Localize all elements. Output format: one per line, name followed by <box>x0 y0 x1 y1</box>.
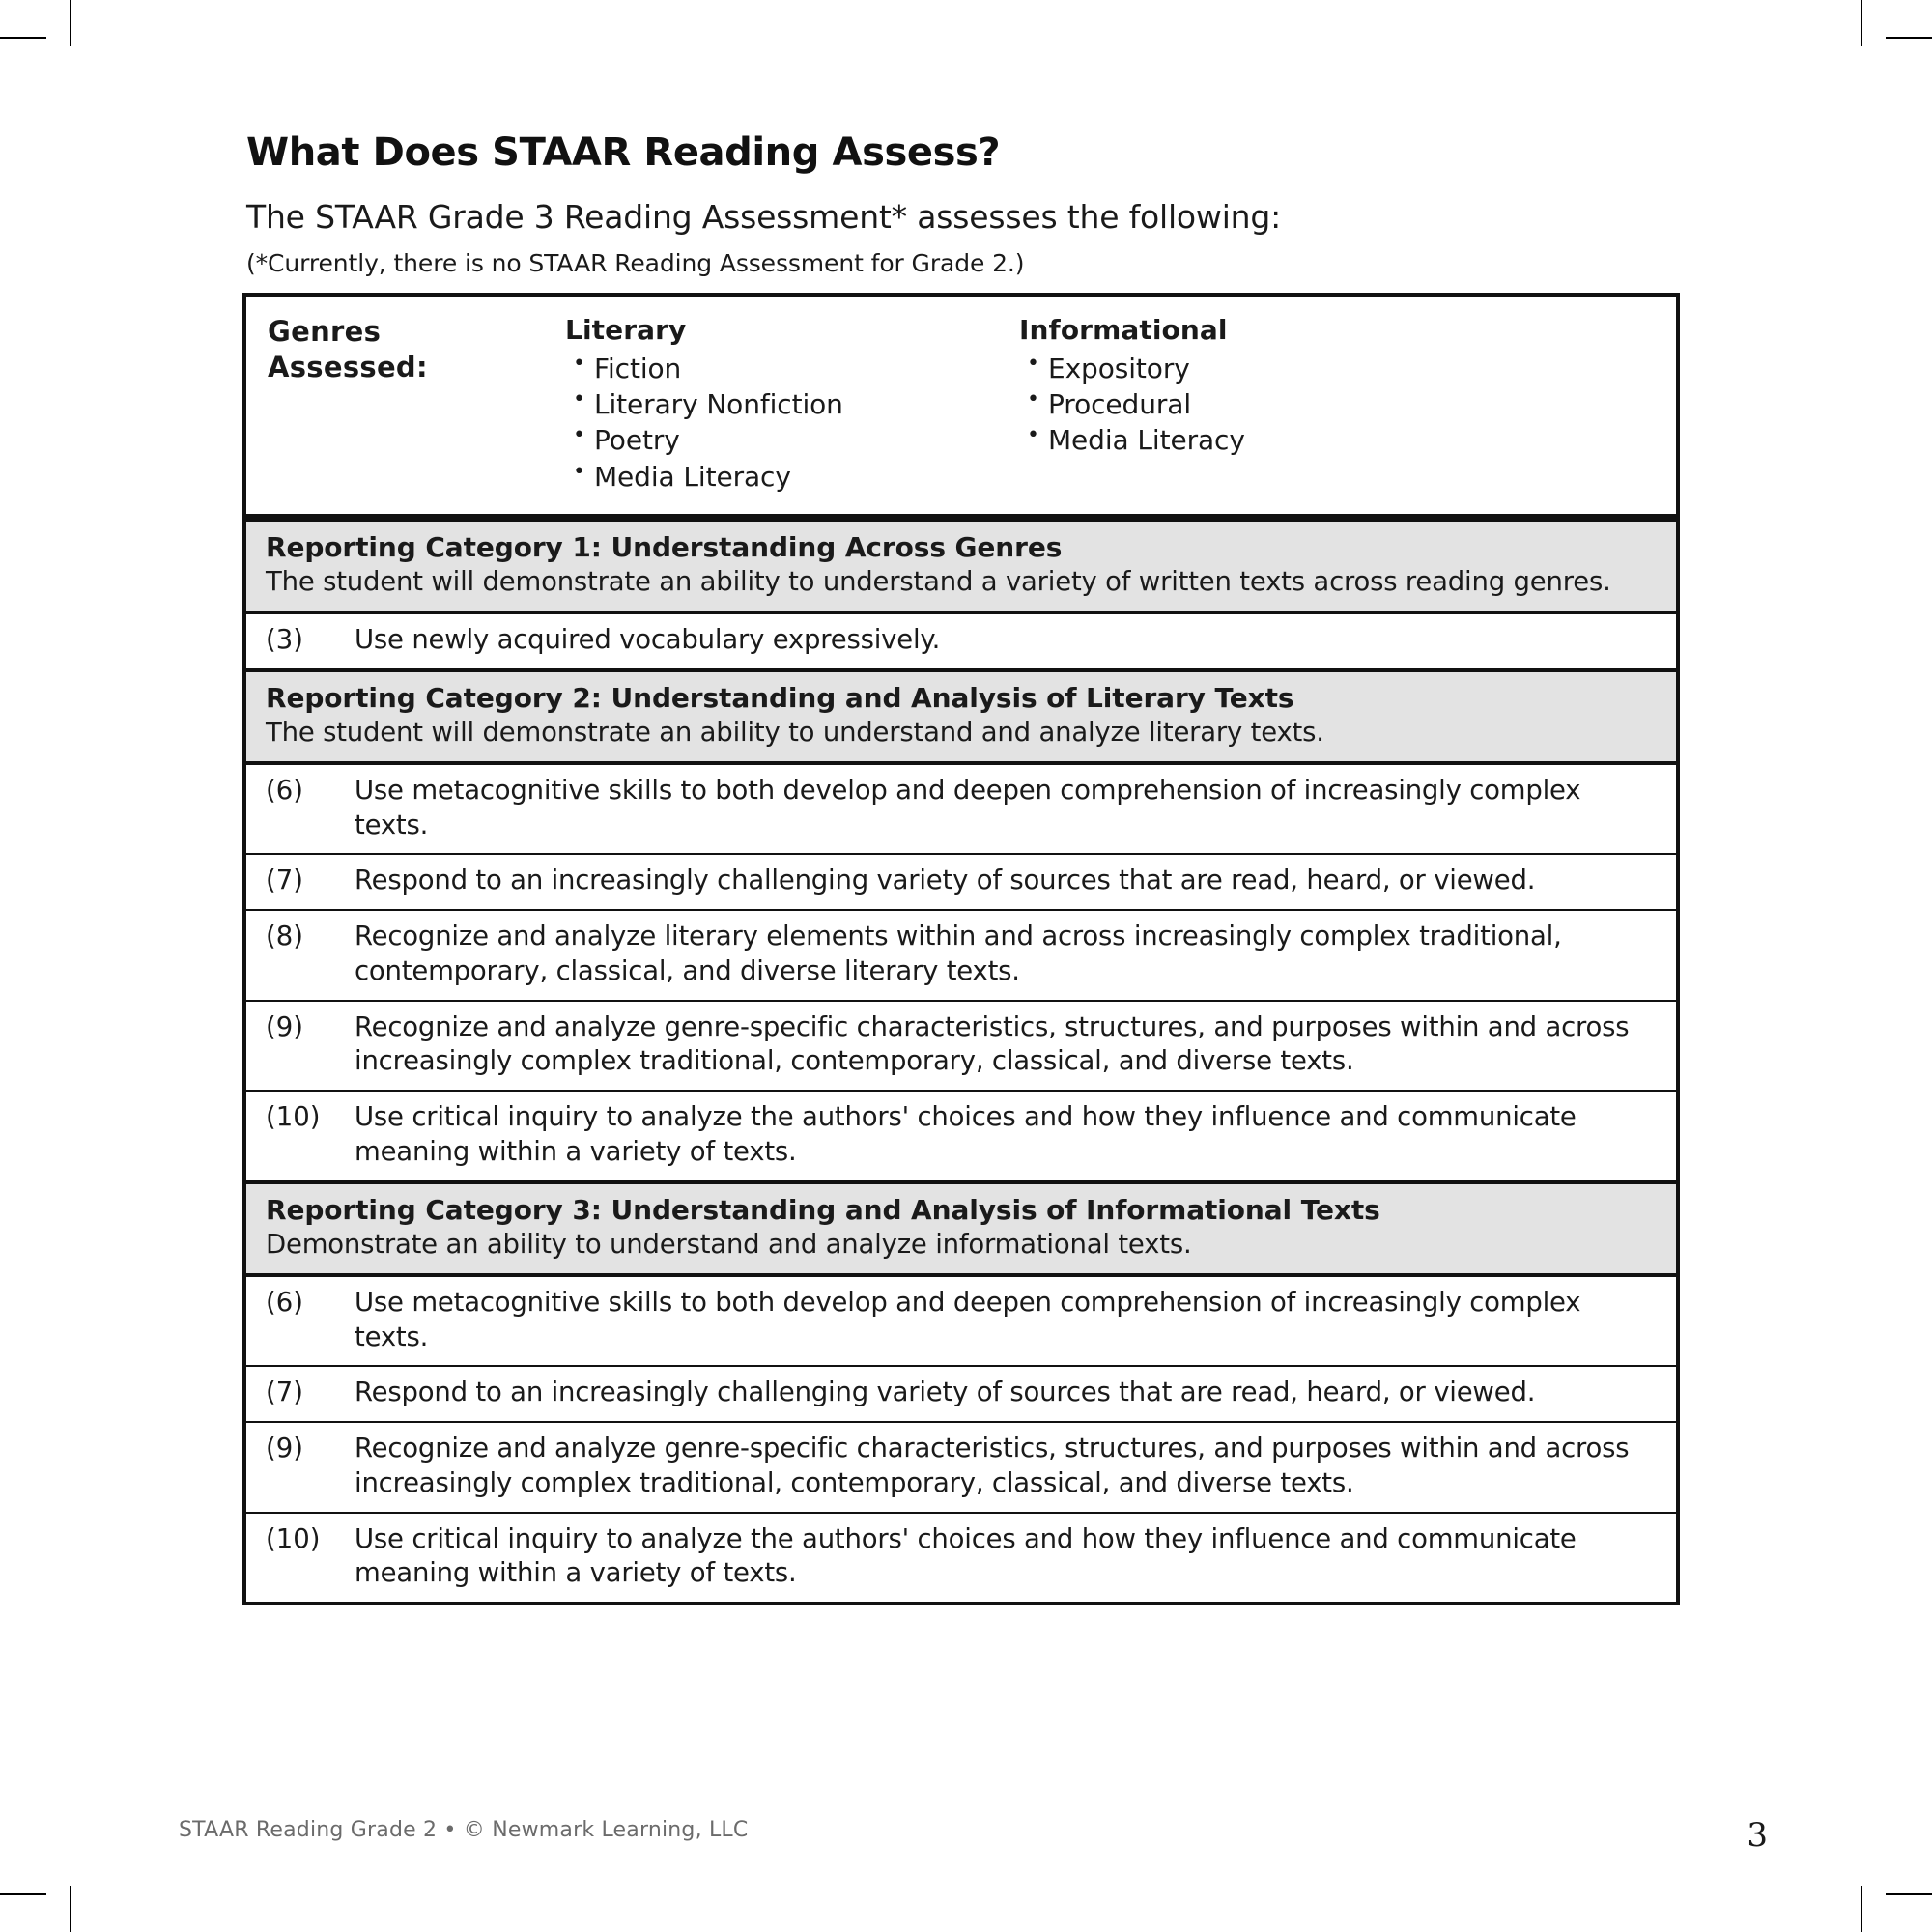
genres-label-line-1: Genres <box>268 315 382 348</box>
crop-mark-icon <box>1861 0 1862 46</box>
standard-number: (9) <box>266 1010 303 1042</box>
genres-assessed-row <box>246 297 1676 518</box>
standard-text: Respond to an increasingly challenging variety of sources that are read, heard, or viewed. <box>355 1377 1536 1408</box>
list-item: • Media Literacy <box>565 459 1019 495</box>
genre-column-literary <box>565 314 1019 495</box>
list-item: • Media Literacy <box>1019 422 1599 458</box>
table-row <box>246 1090 1676 1180</box>
table-row <box>246 909 1676 1000</box>
crop-mark-icon <box>1886 1893 1932 1895</box>
crop-mark-icon <box>1886 37 1932 39</box>
table-row <box>246 765 1676 854</box>
genre-list-informational <box>1019 351 1599 459</box>
list-item: • Expository <box>1019 351 1599 386</box>
content-area <box>246 130 1695 1605</box>
reporting-category-description: The student will demonstrate an ability to understand and analyze literary texts. <box>266 717 1324 749</box>
standard-number: (9) <box>266 1433 303 1464</box>
standard-number: (6) <box>266 774 303 806</box>
table-row <box>246 1421 1676 1512</box>
table-row <box>246 853 1676 909</box>
crop-mark-icon <box>70 1886 71 1932</box>
table-row <box>246 614 1676 668</box>
standard-text: Use metacognitive skills to both develop and deepen comprehension of increasingly complex texts. <box>355 1286 1581 1352</box>
page-number: 3 <box>1747 1816 1768 1855</box>
standard-number: (8) <box>266 921 303 952</box>
reporting-category-description: The student will demonstrate an ability to understand a variety of written texts across reading genres. <box>266 566 1611 598</box>
standard-text: Recognize and analyze literary elements within and across increasingly complex traditional, contemporary, classical, and diverse literary texts. <box>355 921 1562 986</box>
standard-text: Use critical inquiry to analyze the authors' choices and how they influence and communicate meaning within a variety of texts. <box>355 1101 1577 1167</box>
standard-number: (7) <box>266 1377 303 1408</box>
standard-text: Respond to an increasingly challenging variety of sources that are read, heard, or viewed. <box>355 865 1536 896</box>
list-item: • Fiction <box>565 351 1019 386</box>
list-item: • Literary Nonfiction <box>565 386 1019 422</box>
reporting-category-title: Reporting Category 3: Understanding and Analysis of Informational Texts <box>266 1193 1380 1226</box>
standard-text: Recognize and analyze genre-specific characteristics, structures, and purposes within and across increasingly complex traditional, contemporary, classical, and diverse texts. <box>355 1010 1630 1077</box>
list-item: • Procedural <box>1019 386 1599 422</box>
reporting-category-title: Reporting Category 1: Understanding Across Genres <box>266 530 1063 563</box>
standard-number: (10) <box>266 1522 321 1554</box>
footer-credit: STAAR Reading Grade 2 • © Newmark Learning, LLC <box>179 1818 749 1842</box>
table-row <box>246 1365 1676 1421</box>
standard-text: Recognize and analyze genre-specific characteristics, structures, and purposes within and across increasingly complex traditional, contemporary, classical, and diverse texts. <box>355 1433 1630 1498</box>
reporting-category-header <box>246 668 1676 765</box>
crop-mark-icon <box>0 37 46 39</box>
standard-number: (3) <box>266 624 303 656</box>
standard-text: Use metacognitive skills to both develop and deepen comprehension of increasingly complex texts. <box>355 774 1581 840</box>
reporting-category-header <box>246 518 1676 614</box>
standard-number: (6) <box>266 1286 303 1318</box>
table-row <box>246 1277 1676 1366</box>
genres-assessed-label <box>246 314 565 495</box>
table-row <box>246 1000 1676 1091</box>
standard-number: (7) <box>266 865 303 896</box>
page-title: What Does STAAR Reading Assess? <box>246 130 1001 175</box>
genre-column-informational <box>1019 314 1599 495</box>
standard-text: Use newly acquired vocabulary expressively. <box>355 624 941 656</box>
standards-table <box>242 293 1680 1605</box>
standard-number: (10) <box>266 1101 321 1133</box>
reporting-category-description: Demonstrate an ability to understand and analyze informational texts. <box>266 1229 1192 1261</box>
standard-text: Use critical inquiry to analyze the authors' choices and how they influence and communicate meaning within a variety of texts. <box>355 1522 1577 1589</box>
reporting-category-title: Reporting Category 2: Understanding and Analysis of Literary Texts <box>266 681 1294 714</box>
genre-column-heading: Literary <box>565 314 687 346</box>
intro-paragraph: The STAAR Grade 3 Reading Assessment* assesses the following: <box>246 198 1282 236</box>
genre-column-heading: Informational <box>1019 314 1228 346</box>
crop-mark-icon <box>70 0 71 46</box>
reporting-category-header <box>246 1180 1676 1277</box>
crop-mark-icon <box>0 1893 46 1895</box>
genres-label-line-2: Assessed: <box>268 351 428 384</box>
genre-list-literary <box>565 351 1019 495</box>
footnote-text: (*Currently, there is no STAAR Reading Assessment for Grade 2.) <box>246 249 1025 277</box>
table-row <box>246 1512 1676 1603</box>
crop-mark-icon <box>1861 1886 1862 1932</box>
list-item: • Poetry <box>565 422 1019 458</box>
